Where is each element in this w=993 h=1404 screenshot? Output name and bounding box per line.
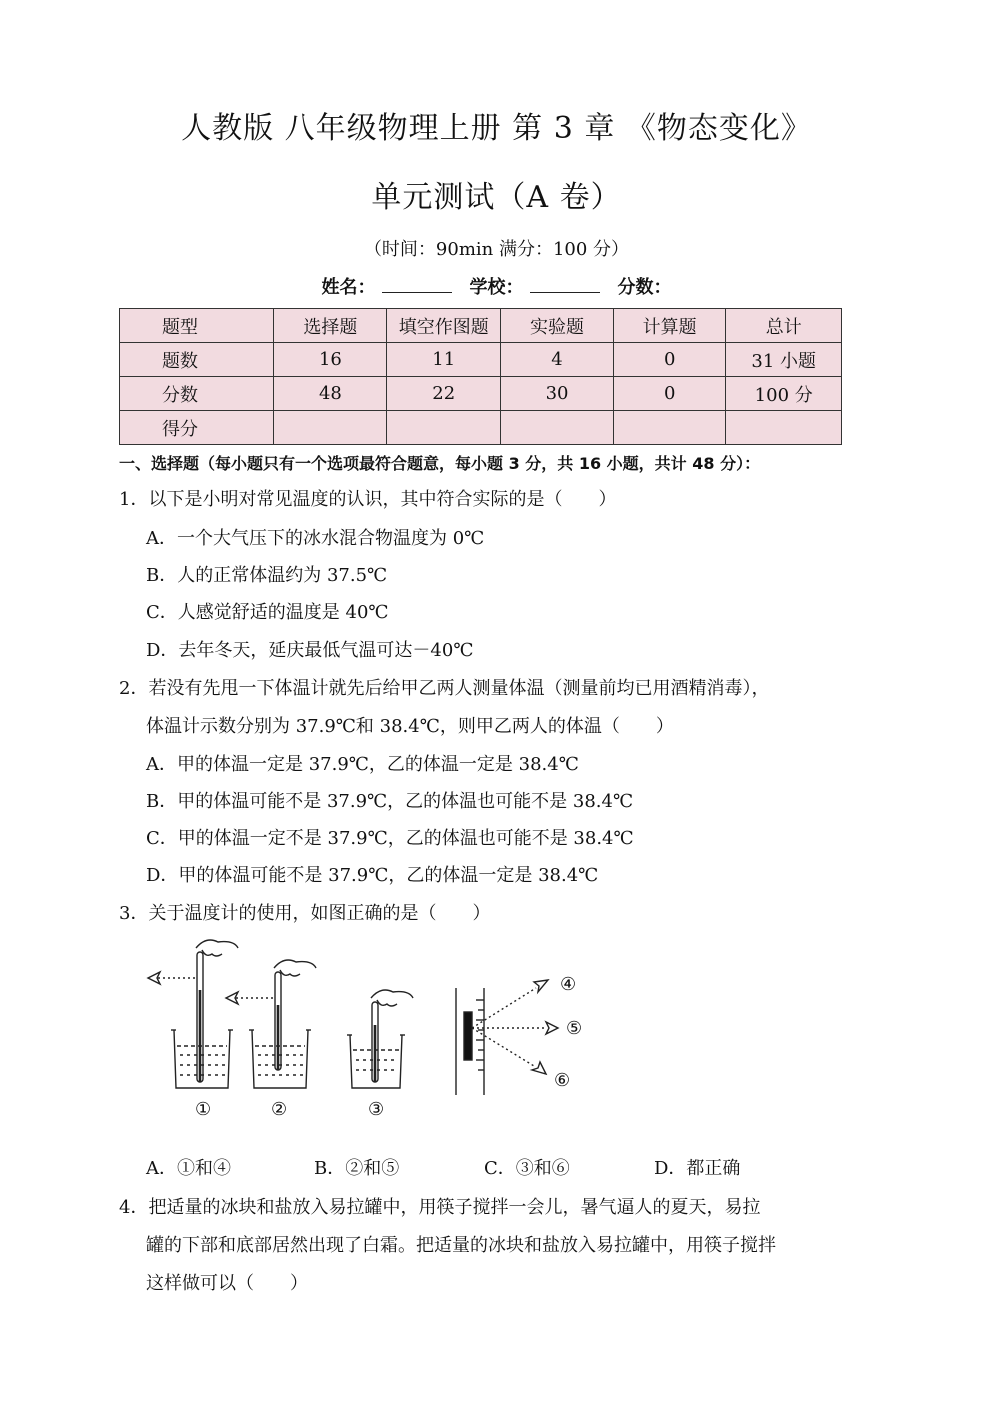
figure-label-5: ⑤ [566,1018,583,1039]
question-2-option-d[interactable]: D．甲的体温可能不是 37.9℃，乙的体温一定是 38.4℃ [146,865,599,886]
table-cell: 计算题 [613,309,725,343]
table-cell: 得分 [120,411,274,445]
question-1-option-c[interactable]: C．人感觉舒适的温度是 40℃ [146,602,389,623]
table-row [120,411,842,445]
figure-label-1: ① [195,1099,212,1120]
page-title-line1: 人教版 八年级物理上册 第 3 章 《物态变化》 [181,111,812,146]
question-3-option-c[interactable]: C．③和⑥ [484,1158,570,1179]
question-3-option-d[interactable]: D．都正确 [654,1158,741,1179]
table-cell: 4 [501,343,614,377]
table-cell: 填空作图题 [387,309,501,343]
figure-label-4: ④ [560,974,577,995]
school-blank[interactable] [530,276,600,293]
table-row [120,377,842,411]
table-cell: 31 小题 [726,343,842,377]
table-cell: 总计 [726,309,842,343]
name-label: 姓名： [321,277,376,298]
table-cell: 0 [613,377,725,411]
table-cell: 题型 [120,309,274,343]
figure-label-3: ③ [368,1099,385,1120]
question-3-stem: 3．关于温度计的使用，如图正确的是（ ） [119,903,491,924]
question-1-option-b[interactable]: B．人的正常体温约为 37.5℃ [146,565,388,586]
time-info: （时间：90min 满分：100 分） [363,239,630,260]
table-header-row [120,309,842,343]
question-2-stem-line1: 2．若没有先甩一下体温计就先后给甲乙两人测量体温（测量前均已用酒精消毒）， [119,678,770,699]
beaker-3 [347,990,413,1088]
score-input-cell[interactable] [726,411,842,445]
score-label: 分数： [617,277,672,298]
question-2-option-b[interactable]: B．甲的体温可能不是 37.9℃，乙的体温也可能不是 38.4℃ [146,791,634,812]
figure-label-2: ② [271,1099,288,1120]
figure-label-6: ⑥ [554,1070,571,1091]
score-input-cell[interactable] [613,411,725,445]
table-cell: 22 [387,377,501,411]
question-1-stem: 1．以下是小明对常见温度的认识，其中符合实际的是（ ） [119,489,617,510]
page-title-line2: 单元测试（A 卷） [371,180,622,215]
question-1-option-a[interactable]: A．一个大气压下的冰水混合物温度为 0℃ [146,528,485,549]
table-cell: 48 [274,377,387,411]
table-cell: 题数 [120,343,274,377]
question-3-option-b[interactable]: B．②和⑤ [314,1158,400,1179]
question-2-stem-line2: 体温计示数分别为 37.9℃和 38.4℃，则甲乙两人的体温（ ） [146,716,674,737]
score-input-cell[interactable] [274,411,387,445]
table-cell: 0 [613,343,725,377]
thermometer-scale [456,988,484,1095]
table-cell: 100 分 [726,377,842,411]
name-blank[interactable] [382,276,452,293]
school-label: 学校： [469,277,524,298]
question-4-stem-line2: 罐的下部和底部居然出现了白霜。把适量的冰块和盐放入易拉罐中，用筷子搅拌 [146,1235,776,1256]
section-heading: 一、选择题（每小题只有一个选项最符合题意，每小题 3 分，共 16 小题，共计 48 分）： [119,454,761,473]
beaker-2 [249,960,316,1088]
table-row [120,343,842,377]
question-2-option-c[interactable]: C．甲的体温一定不是 37.9℃，乙的体温也可能不是 38.4℃ [146,828,634,849]
student-info-line [0,273,993,299]
table-cell: 分数 [120,377,274,411]
question-3-option-a[interactable]: A．①和④ [146,1158,231,1179]
score-input-cell[interactable] [387,411,501,445]
beaker-1 [171,940,238,1088]
question-2-option-a[interactable]: A．甲的体温一定是 37.9℃，乙的体温一定是 38.4℃ [146,754,579,775]
table-cell: 实验题 [501,309,614,343]
question-4-stem-line3: 这样做可以（ ） [146,1273,308,1294]
score-table [119,308,842,445]
table-cell: 11 [387,343,501,377]
table-cell: 选择题 [274,309,387,343]
table-cell: 16 [274,343,387,377]
score-input-cell[interactable] [501,411,614,445]
thermometer-figure [140,930,600,1125]
table-cell: 30 [501,377,614,411]
question-4-stem-line1: 4．把适量的冰块和盐放入易拉罐中，用筷子搅拌一会儿，暑气逼人的夏天，易拉 [119,1197,761,1218]
question-1-option-d[interactable]: D．去年冬天，延庆最低气温可达－40℃ [146,640,474,661]
